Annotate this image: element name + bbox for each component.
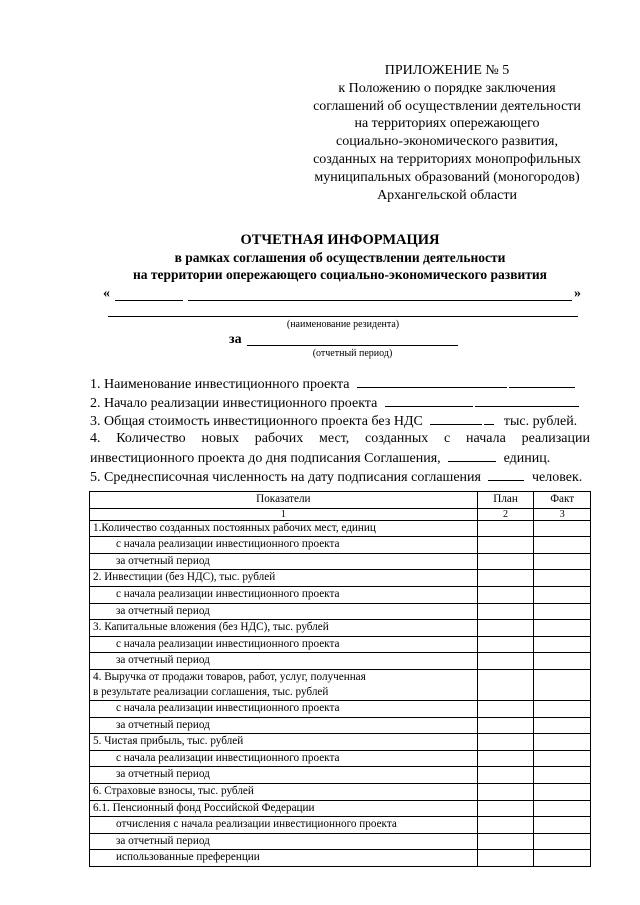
indicator-label: 2. Инвестиции (без НДС), тыс. рублей bbox=[90, 570, 478, 587]
fact-cell[interactable] bbox=[534, 553, 591, 570]
fact-cell[interactable] bbox=[534, 817, 591, 834]
fact-cell[interactable] bbox=[534, 800, 591, 817]
list-item bbox=[90, 374, 590, 393]
indicator-label bbox=[90, 669, 478, 700]
appendix-line: муниципальных образований (моногородов) bbox=[314, 169, 580, 185]
document-subtitle-2: на территории опережающего социально-экономического развития bbox=[133, 267, 547, 282]
plan-cell[interactable] bbox=[477, 520, 534, 537]
table-row bbox=[90, 520, 591, 537]
appendix-line: социально-экономического развития, bbox=[336, 134, 558, 150]
quote-open: « bbox=[103, 286, 110, 301]
plan-cell[interactable] bbox=[477, 767, 534, 784]
table-row bbox=[90, 717, 591, 734]
indicator-label-line: в результате реализации соглашения, тыс. рублей bbox=[93, 685, 329, 698]
indicator-label: за отчетный период bbox=[90, 603, 478, 620]
column-header: План bbox=[477, 492, 534, 509]
resident-caption: (наименование резидента) bbox=[286, 319, 400, 330]
table-row bbox=[90, 636, 591, 653]
project-name-field-extra[interactable] bbox=[509, 374, 575, 388]
plan-cell[interactable] bbox=[477, 700, 534, 717]
fact-cell[interactable] bbox=[534, 700, 591, 717]
table-row bbox=[90, 734, 591, 751]
table-row bbox=[90, 653, 591, 670]
fact-cell[interactable] bbox=[534, 620, 591, 637]
plan-cell[interactable] bbox=[477, 750, 534, 767]
appendix-line: на территориях опережающего bbox=[354, 116, 540, 132]
list-item bbox=[90, 467, 590, 486]
table-row bbox=[90, 767, 591, 784]
fact-cell[interactable] bbox=[534, 570, 591, 587]
table-row bbox=[90, 537, 591, 554]
item-label: 1. Наименование инвестиционного проекта bbox=[90, 377, 350, 392]
fact-cell[interactable] bbox=[534, 850, 591, 867]
blank-underline bbox=[115, 300, 183, 301]
fact-cell[interactable] bbox=[534, 717, 591, 734]
indicator-label: 6. Страховые взносы, тыс. рублей bbox=[90, 783, 478, 800]
plan-cell[interactable] bbox=[477, 850, 534, 867]
plan-cell[interactable] bbox=[477, 586, 534, 603]
table-row bbox=[90, 800, 591, 817]
fact-cell[interactable] bbox=[534, 750, 591, 767]
table-row bbox=[90, 553, 591, 570]
indicator-label: 5. Чистая прибыль, тыс. рублей bbox=[90, 734, 478, 751]
table-row bbox=[90, 817, 591, 834]
plan-cell[interactable] bbox=[477, 717, 534, 734]
table-row bbox=[90, 603, 591, 620]
appendix-line: ПРИЛОЖЕНИЕ № 5 bbox=[384, 63, 510, 78]
table-row bbox=[90, 833, 591, 850]
item-label: 3. Общая стоимость инвестиционного проекта без НДС bbox=[90, 414, 423, 429]
column-header: Показатели bbox=[90, 492, 478, 509]
plan-cell[interactable] bbox=[477, 620, 534, 637]
indicator-label: отчисления с начала реализации инвестиционного проекта bbox=[90, 817, 478, 834]
indicator-label: за отчетный период bbox=[90, 717, 478, 734]
table-row bbox=[90, 850, 591, 867]
appendix-line: Архангельской области bbox=[377, 187, 517, 203]
start-date-field[interactable] bbox=[385, 393, 473, 407]
table-row bbox=[90, 620, 591, 637]
item-unit: человек. bbox=[531, 469, 583, 485]
indicator-label: с начала реализации инвестиционного проекта bbox=[90, 636, 478, 653]
indicator-label: 1.Количество созданных постоянных рабочих мест, единиц bbox=[90, 520, 478, 537]
fact-cell[interactable] bbox=[534, 833, 591, 850]
document-subtitle-1: в рамках соглашения об осуществлении деятельности bbox=[174, 250, 506, 265]
table-row bbox=[90, 570, 591, 587]
project-info-list bbox=[90, 374, 590, 485]
item-label: 2. Начало реализации инвестиционного проекта bbox=[90, 395, 378, 411]
indicator-label: с начала реализации инвестиционного проекта bbox=[90, 750, 478, 767]
plan-cell[interactable] bbox=[477, 553, 534, 570]
fact-cell[interactable] bbox=[534, 537, 591, 554]
indicator-label: 3. Капитальные вложения (без НДС), тыс. рублей bbox=[90, 620, 478, 637]
item-label: 5. Среднесписочная численность на дату подписания соглашения bbox=[90, 469, 481, 485]
indicator-label: за отчетный период bbox=[90, 553, 478, 570]
plan-cell[interactable] bbox=[477, 537, 534, 554]
table-row bbox=[90, 586, 591, 603]
plan-cell[interactable] bbox=[477, 570, 534, 587]
item-label: инвестиционного проекта до дня подписания Соглашения, bbox=[90, 451, 441, 466]
plan-cell[interactable] bbox=[477, 800, 534, 817]
period-label: за bbox=[229, 332, 242, 347]
fact-cell[interactable] bbox=[534, 520, 591, 537]
list-item bbox=[90, 411, 590, 430]
table-row bbox=[90, 750, 591, 767]
fact-cell[interactable] bbox=[534, 783, 591, 800]
indicator-label: с начала реализации инвестиционного проекта bbox=[90, 700, 478, 717]
item-unit: единиц. bbox=[503, 451, 551, 466]
period-caption: (отчетный период) bbox=[312, 348, 393, 359]
indicator-label: использованные преференции bbox=[90, 850, 478, 867]
total-cost-field-extra[interactable] bbox=[484, 411, 494, 425]
list-item bbox=[90, 448, 590, 467]
column-header: Факт bbox=[534, 492, 591, 509]
indicator-label: с начала реализации инвестиционного проекта bbox=[90, 586, 478, 603]
list-item: 4. Количество новых рабочих мест, созданных с начала реализации bbox=[90, 430, 590, 446]
item-unit: тыс. рублей. bbox=[503, 414, 578, 429]
resident-name-line-2[interactable] bbox=[108, 316, 578, 317]
table-row bbox=[90, 669, 591, 700]
plan-cell[interactable] bbox=[477, 603, 534, 620]
fact-cell[interactable] bbox=[534, 586, 591, 603]
indicators-table bbox=[89, 491, 591, 867]
appendix-header bbox=[282, 62, 612, 204]
start-date-field-extra[interactable] bbox=[475, 393, 579, 407]
fact-cell[interactable] bbox=[534, 669, 591, 700]
list-item bbox=[90, 393, 590, 412]
indicator-label: за отчетный период bbox=[90, 653, 478, 670]
jobs-count-field[interactable] bbox=[448, 448, 496, 462]
plan-cell[interactable] bbox=[477, 783, 534, 800]
fact-cell[interactable] bbox=[534, 636, 591, 653]
indicator-label: 6.1. Пенсионный фонд Российской Федерации bbox=[90, 800, 478, 817]
plan-cell[interactable] bbox=[477, 734, 534, 751]
column-number: 2 bbox=[477, 508, 534, 520]
appendix-line: к Положению о порядке заключения bbox=[338, 80, 556, 96]
total-cost-field[interactable] bbox=[430, 411, 482, 425]
appendix-line: созданных на территориях монопрофильных bbox=[313, 151, 581, 167]
indicator-label-line: 4. Выручка от продажи товаров, работ, услуг, полученная bbox=[93, 670, 366, 683]
quote-close: » bbox=[574, 286, 581, 301]
plan-cell[interactable] bbox=[477, 833, 534, 850]
column-number: 3 bbox=[534, 508, 591, 520]
table-header-row bbox=[90, 492, 591, 509]
plan-cell[interactable] bbox=[477, 636, 534, 653]
table-row bbox=[90, 700, 591, 717]
plan-cell[interactable] bbox=[477, 653, 534, 670]
fact-cell[interactable] bbox=[534, 734, 591, 751]
indicator-label: с начала реализации инвестиционного проекта bbox=[90, 537, 478, 554]
indicator-label: за отчетный период bbox=[90, 767, 478, 784]
indicator-label: за отчетный период bbox=[90, 833, 478, 850]
fact-cell[interactable] bbox=[534, 767, 591, 784]
project-name-field[interactable] bbox=[357, 374, 507, 388]
column-number: 1 bbox=[90, 508, 478, 520]
table-row bbox=[90, 783, 591, 800]
plan-cell[interactable] bbox=[477, 817, 534, 834]
headcount-field[interactable] bbox=[488, 467, 524, 481]
blank-underline bbox=[188, 300, 572, 301]
period-field[interactable] bbox=[247, 345, 458, 346]
fact-cell[interactable] bbox=[534, 653, 591, 670]
resident-name-field[interactable] bbox=[103, 286, 581, 304]
document-title: ОТЧЕТНАЯ ИНФОРМАЦИЯ bbox=[240, 232, 440, 248]
plan-cell[interactable] bbox=[477, 669, 534, 700]
column-number-row bbox=[90, 508, 591, 520]
fact-cell[interactable] bbox=[534, 603, 591, 620]
appendix-line: соглашений об осуществлении деятельности bbox=[313, 98, 581, 114]
